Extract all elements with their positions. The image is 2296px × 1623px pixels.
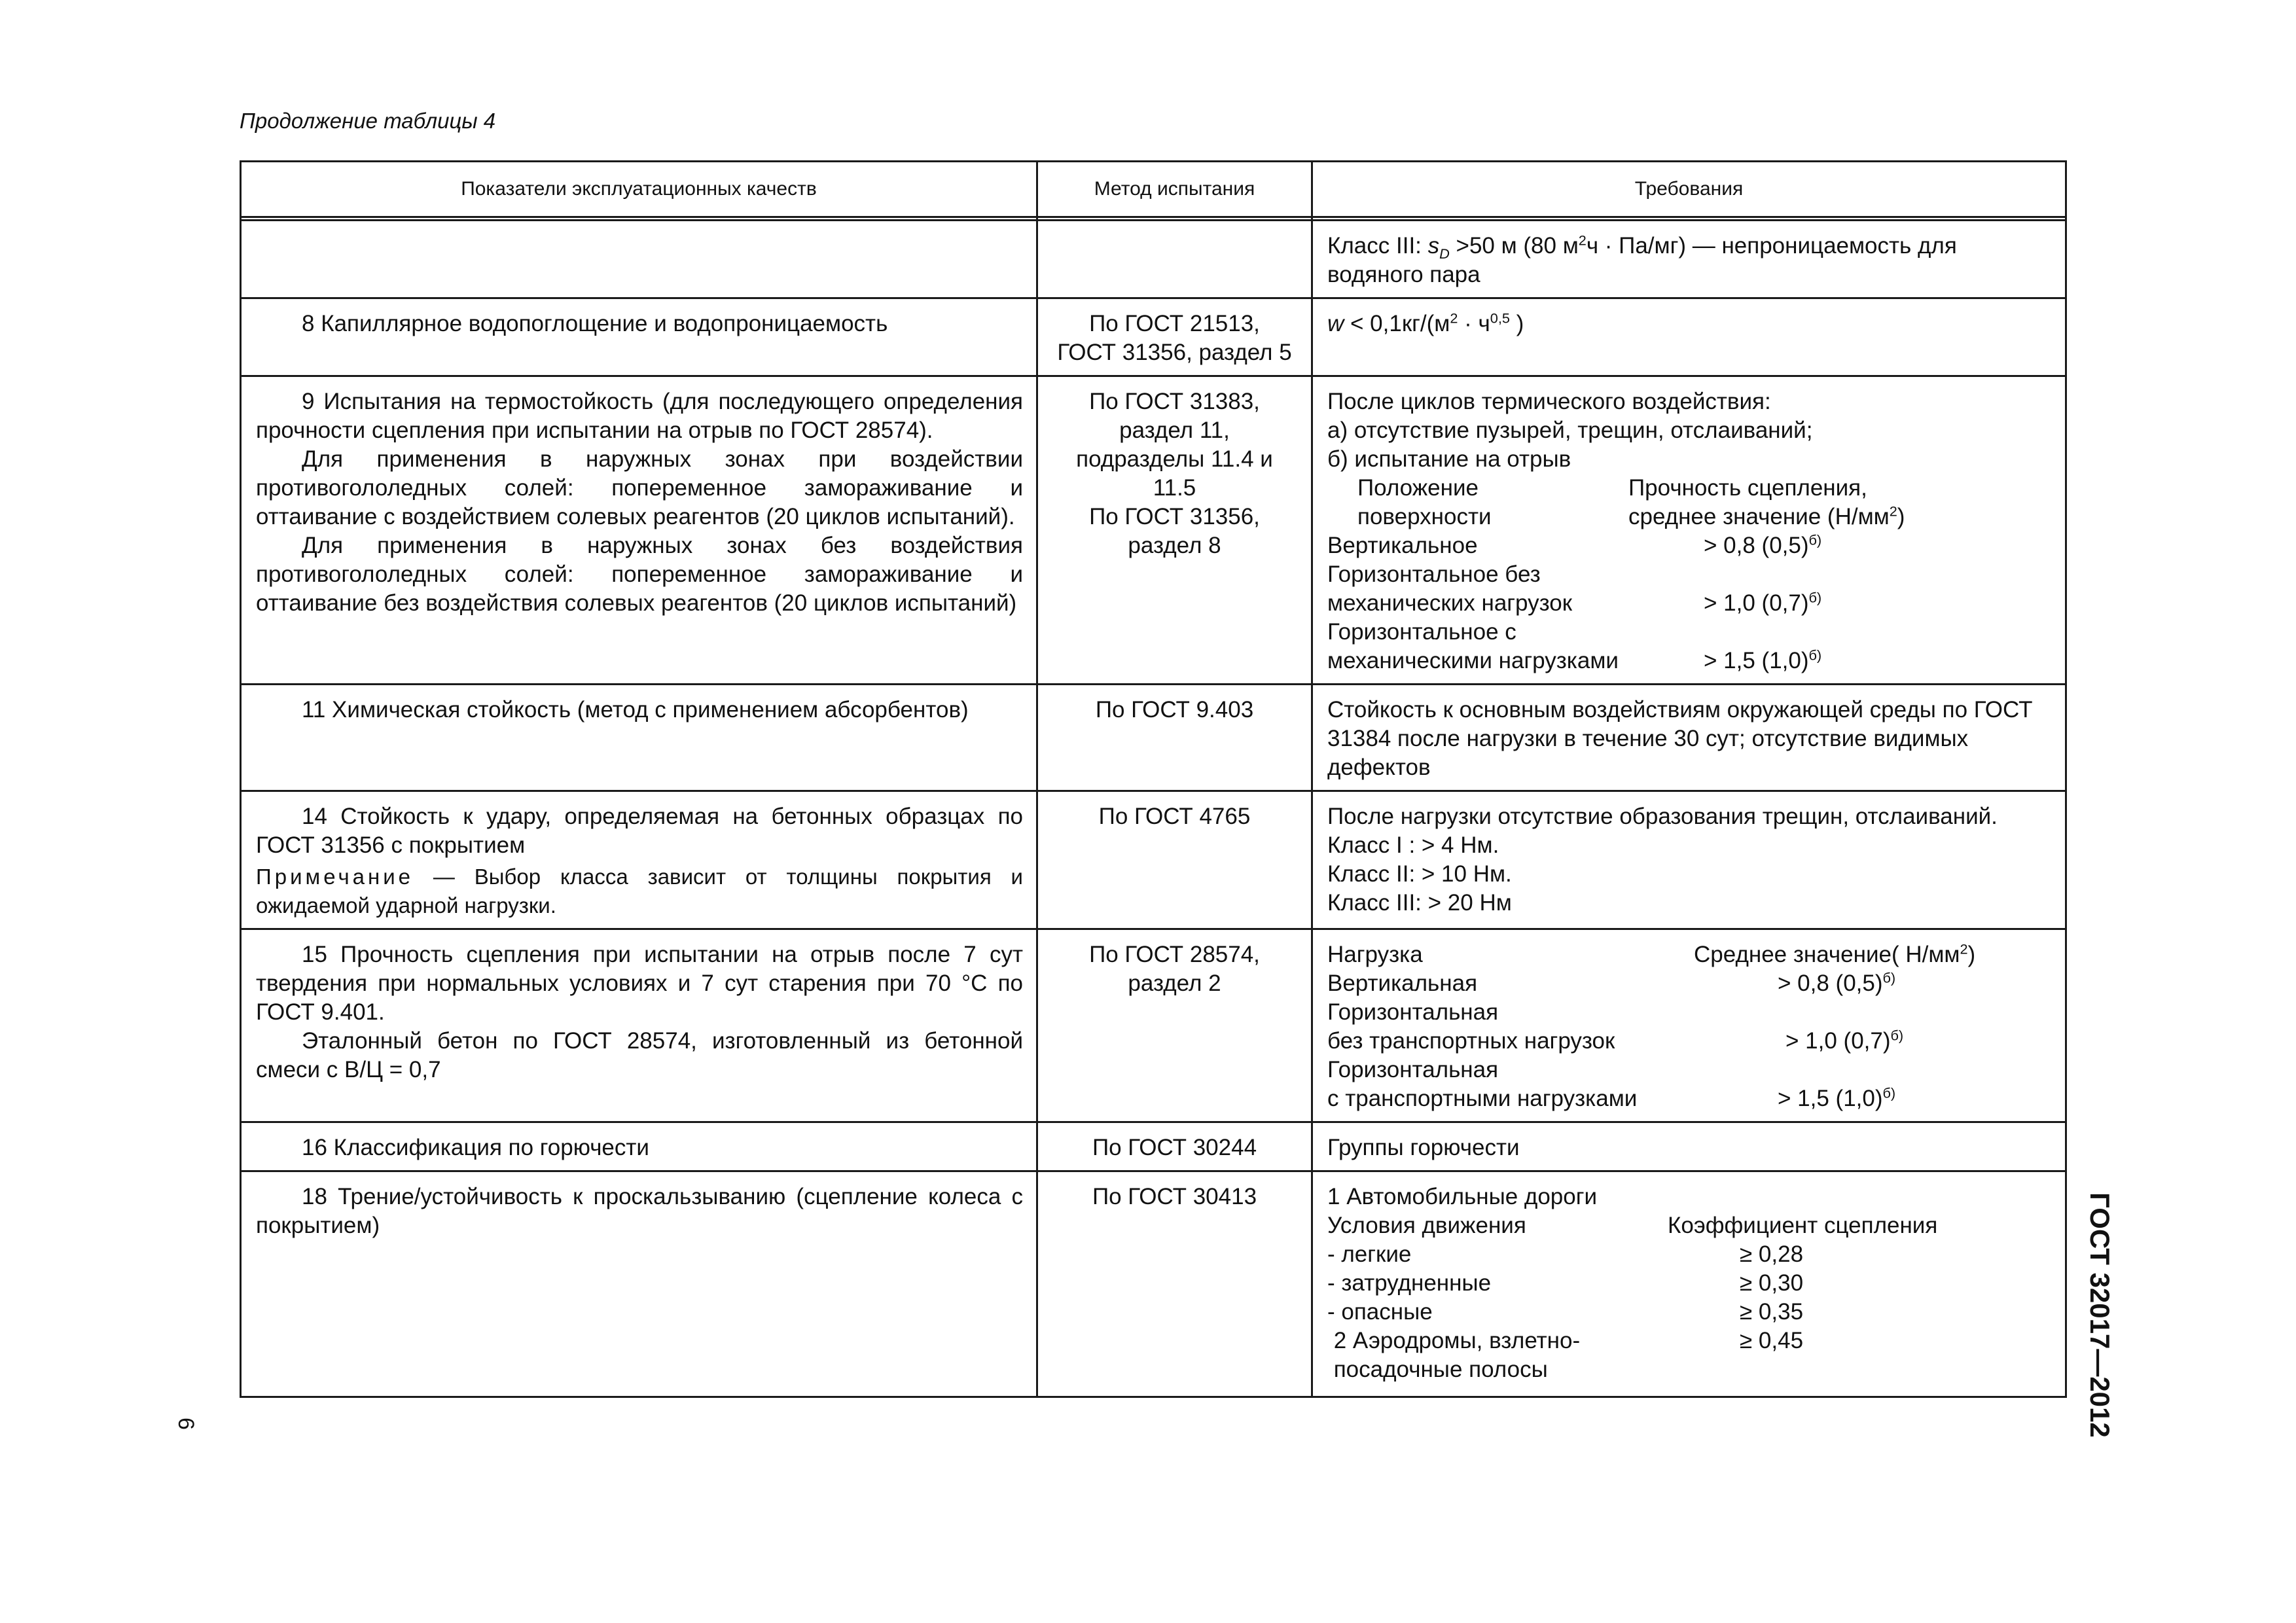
row-11-method: По ГОСТ 9.403 — [1037, 685, 1312, 791]
header-test-method: Метод испытания — [1037, 162, 1312, 217]
table-row — [241, 1122, 2066, 1171]
table-caption: Продолжение таблицы 4 — [240, 109, 496, 133]
row-14-note: Примечание — Выбор класса зависит от толщины покрытия и ожидаемой ударной нагрузки. — [256, 865, 1023, 918]
row-14-requirement: После нагрузки отсутствие образования трещин, отслаиваний. Класс I : > 4 Нм. Класс II: > 10 Нм. Класс III: > 20 Нм — [1312, 791, 2066, 929]
table-row — [241, 1171, 2066, 1397]
row-continued-requirement: Класс III: $s_D >50$ м (80 $м^2ч \cdot Па/мг$) — непроницаемость для водяного пара — [1312, 221, 2066, 298]
row-11-name: 11 Химическая стойкость (метод с применением абсорбентов) — [241, 685, 1037, 791]
table-row — [241, 929, 2066, 1122]
row-15-requirement — [1312, 929, 2066, 1122]
row-18-requirement: 1 Автомобильные дороги Условия движения Коэффициент сцепления - легкие ≥ 0,28 - затрудненные ≥ 0,30 - опасные ≥ 0,35 2 Аэродромы, взлетно- посадочные полосы ≥ 0,45 — [1312, 1171, 2066, 1397]
row-11-requirement: Стойкость к основным воздействиям окружающей среды по ГОСТ 31384 после нагрузки в течение 30 сут; отсутствие видимых дефектов — [1312, 685, 2066, 791]
table-header-row — [241, 162, 2066, 217]
row-18-name: 18 Трение/устойчивость к проскальзыванию (сцепление колеса с покрытием) — [241, 1171, 1037, 1397]
table-row — [241, 298, 2066, 376]
row-9-method: По ГОСТ 31383, раздел 11, подразделы 11.4 и 11.5 По ГОСТ 31356, раздел 8 — [1037, 376, 1312, 685]
row-14-method: По ГОСТ 4765 — [1037, 791, 1312, 929]
row-9-requirement: После циклов термического воздействия: а) отсутствие пузырей, трещин, отслаиваний; б) испытание на отрыв Положение поверхности Прочность сцепления, среднее значение $(Н/мм^2)$ Вертикальное > 0,8 $(0,5)^{б)}$ Горизонтальное без механических нагрузок > 1,0 $(0,7)^{б)}$ Горизонтальное с механическими нагрузками > 1,5 $(1,0)^{б)}$ — [1312, 376, 2066, 685]
row-8-requirement: $w < 0,1кг/(м^2 \cdot ч^{0,5}$ ) — [1312, 298, 2066, 376]
table-row — [241, 221, 2066, 298]
row-14-name: 14 Стойкость к удару, определяемая на бетонных образцах по ГОСТ 31356 с покрытием Примечание — Выбор класса зависит от толщины покрытия и ожидаемой ударной нагрузки. — [241, 791, 1037, 929]
table-row — [241, 791, 2066, 929]
row-continued-name — [241, 221, 1037, 298]
row-15-method: По ГОСТ 28574, раздел 2 — [1037, 929, 1312, 1122]
row-9-name: 9 Испытания на термостойкость (для последующего определения прочности сцепления при испытании на отрыв по ГОСТ 28574). Для применения в наружных зонах при воздействии противогололедных солей: попеременное замораживание и оттаивание с воздействием солевых реагентов (20 циклов испытаний). Для применения в наружных зонах без воздействия противогололедных солей: попеременное замораживание и оттаивание без воздействия солевых реагентов (20 циклов испытаний) — [241, 376, 1037, 685]
adhesion-subtable: Положение поверхности Прочность сцепления, среднее значение $(Н/мм^2)$ Вертикальное > 0,8 $(0,5)^{б)}$ Горизонтальное без механических нагрузок > 1,0 $(0,7)^{б)}$ Горизонтальное с механическими нагрузками > 1,5 $(1,0)^{б)}$ — [1327, 475, 1905, 673]
row-16-method: По ГОСТ 30244 — [1037, 1122, 1312, 1171]
row-8-method: По ГОСТ 21513, ГОСТ 31356, раздел 5 — [1037, 298, 1312, 376]
header-requirements: Требования — [1312, 162, 2066, 217]
row-18-method: По ГОСТ 30413 — [1037, 1171, 1312, 1397]
row-continued-method — [1037, 221, 1312, 298]
document-code-header: ГОСТ 32017—2012 — [2085, 1192, 2115, 1438]
load-subtable: Нагрузка Среднее значение( $Н/мм^2$) Вертикальная > 0,8 $(0,5)^{б)}$ Горизонтальная без транспортных нагрузок > 1,0 $(0,7)^{б)}$ Горизонтальная с транспортными нагрузками > 1,5 $(1,0)^{б)}$ — [1327, 940, 1976, 1111]
row-8-name: 8 Капиллярное водопоглощение и водопроницаемость — [241, 298, 1037, 376]
row-16-name: 16 Классификация по горючести — [241, 1122, 1037, 1171]
requirements-table — [240, 160, 2067, 1398]
row-16-requirement: Группы горючести — [1312, 1122, 2066, 1171]
table-row — [241, 376, 2066, 685]
friction-subtable: Условия движения Коэффициент сцепления - легкие ≥ 0,28 - затрудненные ≥ 0,30 - опасные ≥ 0,35 2 Аэродромы, взлетно- посадочные полосы ≥ 0,45 — [1327, 1213, 1938, 1382]
row-15-name: 15 Прочность сцепления при испытании на отрыв после 7 сут твердения при нормальных условиях и 7 сут старения при 70 °С по ГОСТ 9.401. Эталонный бетон по ГОСТ 28574, изготовленный из бетонной смеси с В/Ц = 0,7 — [241, 929, 1037, 1122]
header-indicators: Показатели эксплуатационных качеств — [241, 162, 1037, 217]
table-row — [241, 685, 2066, 791]
page-number: 6 — [173, 1418, 198, 1430]
